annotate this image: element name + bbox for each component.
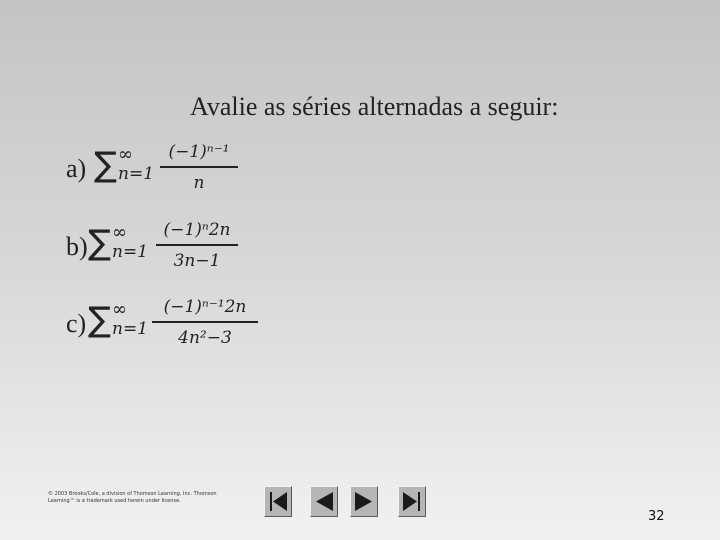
first-slide-button[interactable] [264, 486, 292, 517]
summation-upper-limit: ∞ [112, 222, 127, 243]
summation-lower-limit: n=1 [112, 319, 149, 339]
slide-title: Avalie as séries alternadas a seguir: [190, 92, 559, 121]
item-label: a) [66, 154, 87, 183]
fraction [156, 218, 238, 273]
summation-icon: ∑ [88, 223, 111, 263]
fraction [152, 295, 258, 350]
summation-lower-limit: n=1 [112, 242, 149, 262]
previous-slide-button[interactable] [310, 486, 338, 517]
next-slide-icon [353, 490, 375, 513]
fraction-numerator: (−1)ⁿ2n [163, 220, 231, 240]
fraction-bar [152, 321, 258, 323]
fraction-bar [160, 166, 238, 168]
last-slide-button[interactable] [398, 486, 426, 517]
summation-upper-limit: ∞ [112, 299, 127, 320]
fraction-denominator: 3n−1 [173, 251, 221, 271]
item-label: c) [66, 309, 87, 338]
next-slide-button[interactable] [350, 486, 378, 517]
item-label: b) [66, 232, 88, 261]
fraction-denominator: 4n²−3 [178, 328, 232, 348]
fraction-numerator: (−1)ⁿ⁻¹ [168, 142, 230, 162]
fraction-denominator: n [193, 173, 205, 193]
first-slide-icon [267, 490, 289, 513]
fraction-numerator: (−1)ⁿ⁻¹2n [163, 297, 247, 317]
previous-slide-icon [313, 490, 335, 513]
summation-lower-limit: n=1 [118, 164, 155, 184]
copyright-notice: © 2003 Brooks/Cole, a division of Thomson Learning, Inc. Thomson Learning™ is a trademark used herein under license. [48, 491, 217, 504]
page-number: 32 [648, 509, 665, 524]
slide-navigation [264, 486, 428, 517]
fraction [160, 140, 238, 195]
summation-icon: ∑ [88, 300, 111, 340]
fraction-bar [156, 244, 238, 246]
last-slide-icon [401, 490, 423, 513]
summation-upper-limit: ∞ [118, 144, 133, 165]
summation-icon: ∑ [94, 145, 117, 185]
